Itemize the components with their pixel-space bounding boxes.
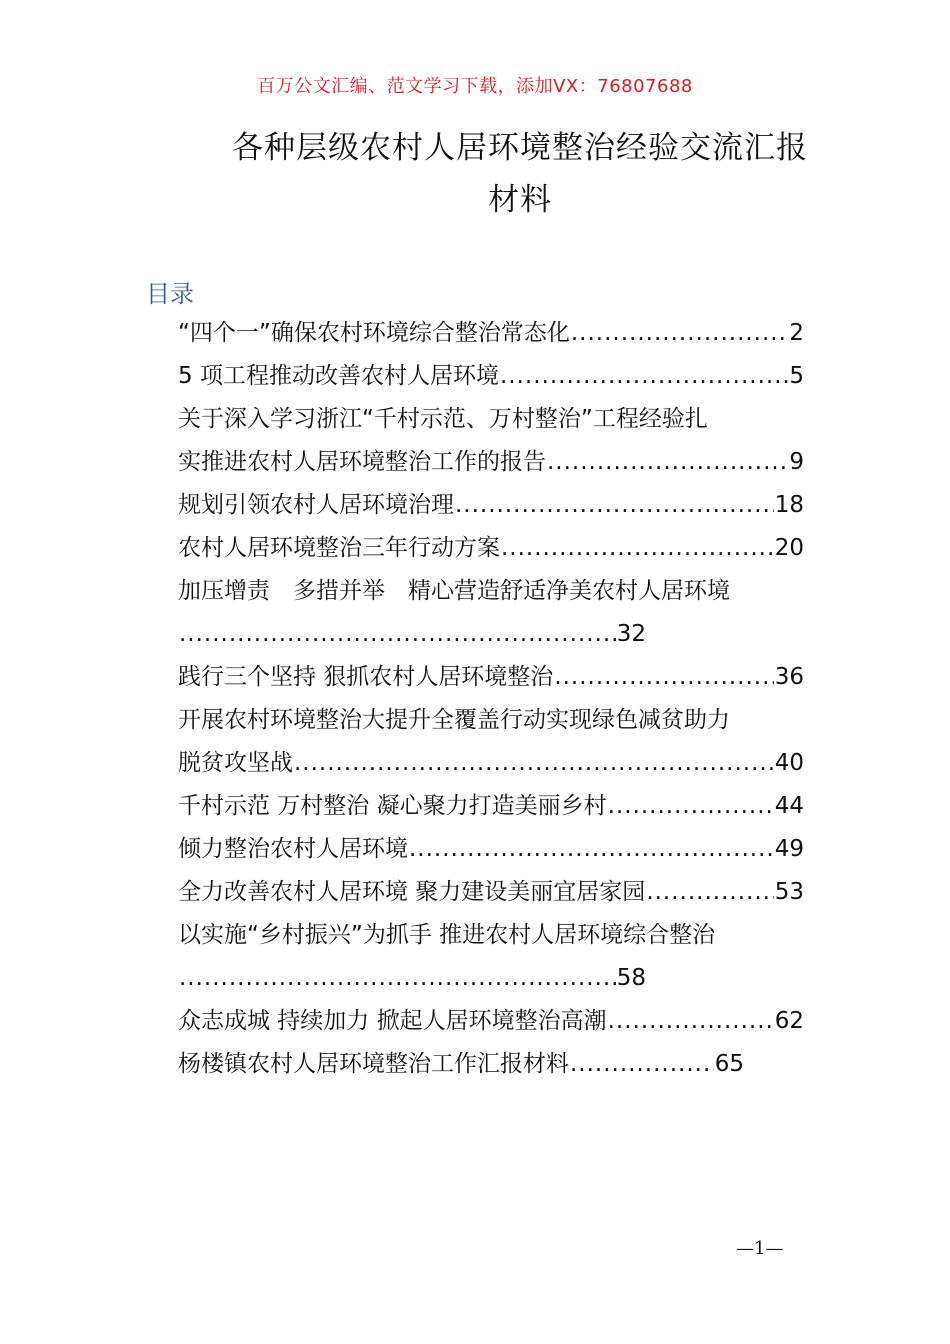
toc-entry-title-line-1: 以实施“乡村振兴”为抓手 推进农村人居环境综合整治 (178, 922, 716, 948)
toc-entry-title: 农村人居环境整治三年行动方案 (178, 535, 500, 561)
toc-entry-title: 全力改善农村人居环境 聚力建设美丽宜居家园 (178, 879, 646, 905)
toc-leader-dots (570, 1043, 714, 1086)
toc-entry-page: 49 (774, 836, 804, 862)
toc-entry-title: 规划引领农村人居环境治理 (178, 492, 454, 518)
toc-entry-page: 32 (616, 621, 646, 647)
toc-entry-page: 18 (774, 492, 804, 518)
toc-entry[interactable] (178, 656, 804, 699)
toc-entry-page: 9 (789, 449, 804, 475)
toc-entry-title-line-1: 开展农村环境整治大提升全覆盖行动实现绿色减贫助力 (178, 707, 730, 733)
toc-leader-dots (455, 484, 774, 527)
title-line-1: 各种层级农村人居环境整治经验交流汇报 (232, 130, 808, 166)
toc-entry-title: 千村示范 万村整治 凝心聚力打造美丽乡村 (178, 793, 607, 819)
toc-leader-dots (179, 613, 616, 656)
title-line-2: 材料 (488, 182, 552, 218)
toc-entry-page: 58 (616, 965, 646, 991)
toc-entry[interactable] (178, 871, 804, 914)
toc-entry[interactable] (178, 312, 804, 355)
toc-entry[interactable] (178, 785, 804, 828)
toc-leader-dots (179, 957, 616, 1000)
toc-entry-title-line-2: 脱贫攻坚战 (178, 750, 293, 776)
toc-leader-dots (547, 441, 788, 484)
toc-entry[interactable] (178, 1000, 804, 1043)
toc-entry-title: 5 项工程推动改善农村人居环境 (178, 363, 499, 389)
toc-entry-title-line-2: 实推进农村人居环境整治工作的报告 (178, 449, 546, 475)
toc-entry-page: 36 (774, 664, 804, 690)
toc-entry[interactable] (178, 828, 804, 871)
toc-entry[interactable] (178, 570, 804, 656)
toc-entry-page: 44 (774, 793, 804, 819)
toc-leader-dots (646, 871, 773, 914)
toc-heading: 目录 (146, 280, 194, 308)
toc-leader-dots (571, 312, 789, 355)
toc-entry-title-line-1: 加压增责 多措并举 精心营造舒适净美农村人居环境 (178, 578, 730, 604)
toc-leader-dots (608, 1000, 774, 1043)
toc-leader-dots (501, 527, 774, 570)
toc-leader-dots (294, 742, 774, 785)
toc-entry-title: 众志成城 持续加力 掀起人居环境整治高潮 (178, 1008, 607, 1034)
table-of-contents (178, 312, 804, 1086)
toc-entry-page: 62 (774, 1008, 804, 1034)
toc-entry[interactable] (178, 914, 804, 1000)
toc-entry-page: 20 (774, 535, 804, 561)
toc-entry-page: 53 (774, 879, 804, 905)
document-title (200, 122, 840, 226)
toc-leader-dots (554, 656, 773, 699)
toc-entry-title: 践行三个坚持 狠抓农村人居环境整治 (178, 664, 554, 690)
toc-entry-page: 65 (714, 1051, 744, 1077)
toc-leader-dots (608, 785, 774, 828)
toc-entry[interactable] (178, 398, 804, 484)
toc-entry[interactable] (178, 484, 804, 527)
toc-entry[interactable] (178, 1043, 744, 1086)
toc-entry-page: 5 (789, 363, 804, 389)
toc-entry-page: 40 (774, 750, 804, 776)
toc-entry[interactable] (178, 527, 804, 570)
toc-leader-dots (500, 355, 788, 398)
toc-entry-title: 杨楼镇农村人居环境整治工作汇报材料 (178, 1051, 569, 1077)
promo-header-note: 百万公文汇编、范文学习下载，添加VX：76807688 (257, 76, 693, 97)
toc-entry-page: 2 (789, 320, 804, 346)
toc-entry-title: 倾力整治农村人居环境 (178, 836, 408, 862)
toc-entry[interactable] (178, 699, 804, 785)
toc-entry-title-line-1: 关于深入学习浙江“千村示范、万村整治”工程经验扎 (178, 406, 708, 432)
toc-entry[interactable] (178, 355, 804, 398)
toc-entry-title: “四个一”确保农村环境综合整治常态化 (178, 320, 570, 346)
toc-leader-dots (409, 828, 774, 871)
page-number: —1— (736, 1238, 784, 1259)
